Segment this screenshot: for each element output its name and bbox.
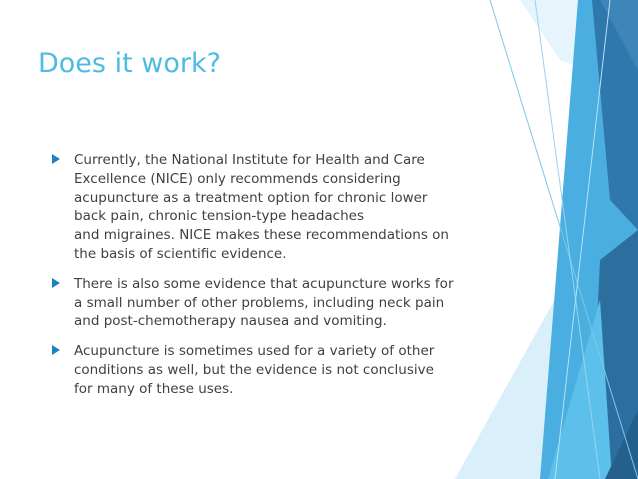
bullet-item bbox=[52, 342, 492, 398]
bullet-line: and post-chemotherapy nausea and vomiting. bbox=[74, 313, 387, 330]
bullet-line: acupuncture as a treatment option for chronic lower bbox=[74, 189, 428, 206]
bullet-line: and migraines. NICE makes these recommendations on bbox=[74, 227, 449, 244]
bullet-text bbox=[74, 342, 492, 398]
bullet-arrow-icon bbox=[52, 278, 60, 288]
bullet-line: a small number of other problems, including neck pain bbox=[74, 294, 445, 311]
bullet-line: conditions as well, but the evidence is not conclusive bbox=[74, 361, 434, 378]
bullet-item bbox=[52, 275, 492, 331]
bullet-text bbox=[74, 151, 492, 264]
bullet-list bbox=[52, 151, 492, 410]
bullet-arrow-icon bbox=[52, 345, 60, 355]
slide-title: Does it work? bbox=[38, 48, 221, 79]
bullet-line: the basis of scientific evidence. bbox=[74, 245, 287, 262]
bullet-text bbox=[74, 275, 492, 331]
bullet-arrow-icon bbox=[52, 154, 60, 164]
bullet-line: for many of these uses. bbox=[74, 380, 234, 397]
bullet-line: Currently, the National Institute for Health and Care bbox=[74, 152, 425, 168]
bullet-line: There is also some evidence that acupuncture works for bbox=[74, 275, 454, 292]
bullet-line: back pain, chronic tension-type headaches bbox=[74, 208, 364, 225]
bullet-line: Acupuncture is sometimes used for a variety of other bbox=[74, 343, 435, 360]
bullet-item bbox=[52, 151, 492, 264]
bullet-line: Excellence (NICE) only recommends considering bbox=[74, 170, 401, 187]
